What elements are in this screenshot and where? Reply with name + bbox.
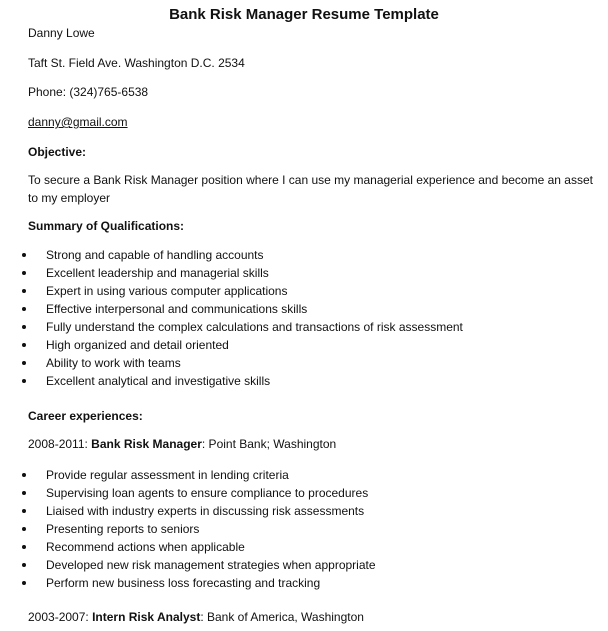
job-period: 2008-2011: — [28, 437, 92, 451]
list-item-text: Provide regular assessment in lending criteria — [46, 468, 289, 482]
objective-heading: Objective: — [28, 145, 87, 159]
bullet-icon — [22, 491, 26, 495]
list-item-text: Fully understand the complex calculations and transactions of risk assessment — [46, 320, 463, 334]
list-item-text: Excellent analytical and investigative skills — [46, 374, 271, 388]
bullet-icon — [22, 271, 26, 275]
list-item-text: Excellent leadership and managerial skills — [46, 266, 269, 280]
bullet-icon — [22, 289, 26, 293]
list-item-text: Recommend actions when applicable — [46, 540, 245, 554]
bullet-icon — [22, 545, 26, 549]
applicant-name: Danny Lowe — [28, 26, 95, 40]
summary-heading: Summary of Qualifications: — [28, 219, 185, 233]
list-item — [28, 538, 376, 556]
job1-duties-list — [28, 466, 376, 592]
job-role: Intern Risk Analyst — [92, 610, 201, 624]
list-item — [28, 556, 376, 574]
list-item-text: Supervising loan agents to ensure compliance to procedures — [46, 486, 369, 500]
list-item-text: Strong and capable of handling accounts — [46, 248, 264, 262]
list-item — [28, 318, 463, 336]
list-item — [28, 354, 463, 372]
bullet-icon — [22, 307, 26, 311]
applicant-address: Taft St. Field Ave. Washington D.C. 2534 — [28, 56, 245, 70]
list-item-text: Liaised with industry experts in discussing risk assessments — [46, 504, 365, 518]
bullet-icon — [22, 325, 26, 329]
job-period: 2003-2007: — [28, 610, 93, 624]
job-entry-2 — [28, 610, 364, 625]
bullet-icon — [22, 379, 26, 383]
job-employer: : Point Bank; Washington — [201, 437, 337, 451]
list-item — [28, 246, 463, 264]
document-title: Bank Risk Manager Resume Template — [169, 6, 439, 23]
list-item — [28, 574, 376, 592]
list-item-text: Perform new business loss forecasting and tracking — [46, 576, 321, 590]
list-item — [28, 520, 376, 538]
bullet-icon — [22, 253, 26, 257]
list-item — [28, 372, 463, 390]
bullet-icon — [22, 509, 26, 513]
job-employer: : Bank of America, Washington — [200, 610, 364, 624]
list-item — [28, 282, 463, 300]
list-item-text: Effective interpersonal and communications skills — [46, 302, 308, 316]
applicant-email-link[interactable]: danny@gmail.com — [28, 115, 128, 129]
list-item-text: High organized and detail oriented — [46, 338, 229, 352]
bullet-icon — [22, 563, 26, 567]
list-item — [28, 264, 463, 282]
bullet-icon — [22, 527, 26, 531]
job-role: Bank Risk Manager — [91, 437, 202, 451]
list-item — [28, 336, 463, 354]
bullet-icon — [22, 473, 26, 477]
objective-text: To secure a Bank Risk Manager position where I can use my managerial experience and become an asset to my employer — [28, 173, 593, 205]
career-heading: Career experiences: — [28, 409, 143, 423]
list-item — [28, 502, 376, 520]
job-entry-1 — [28, 437, 336, 452]
list-item-text: Presenting reports to seniors — [46, 522, 200, 536]
list-item — [28, 300, 463, 318]
applicant-phone: Phone: (324)765-6538 — [28, 85, 149, 99]
list-item-text: Expert in using various computer applications — [46, 284, 288, 298]
list-item-text: Ability to work with teams — [46, 356, 181, 370]
bullet-icon — [22, 343, 26, 347]
summary-list — [28, 246, 463, 390]
list-item — [28, 484, 376, 502]
bullet-icon — [22, 581, 26, 585]
bullet-icon — [22, 361, 26, 365]
list-item-text: Developed new risk management strategies when appropriate — [46, 558, 376, 572]
list-item — [28, 466, 376, 484]
